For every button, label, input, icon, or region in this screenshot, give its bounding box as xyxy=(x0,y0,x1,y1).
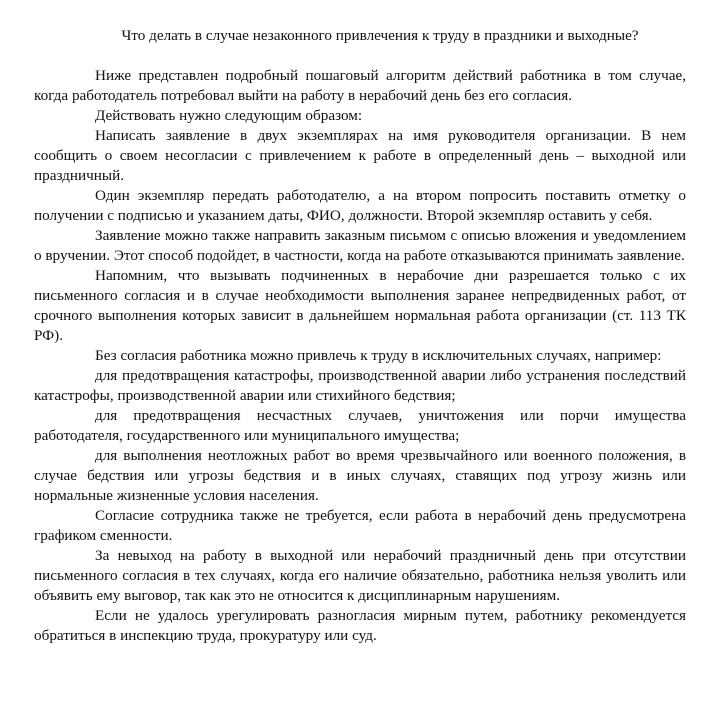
paragraph-write-statement: Написать заявление в двух экземплярах на имя руководителя организации. В нем сообщить о своем несогласии с привлечением к работе в определенный день – выходной или праздничный. xyxy=(34,127,686,184)
paragraph-registered-mail: Заявление можно также направить заказным письмом с описью вложения и уведомлением о вручении. Этот способ подойдет, в частности, когда на работе отказываются принимать заявление. xyxy=(34,227,686,264)
paragraph-intro: Ниже представлен подробный пошаговый алгоритм действий работника в том случае, когда работодатель потребовал выйти на работу в нерабочий день без его согласия. xyxy=(34,67,686,104)
paragraph-dispute-resolution: Если не удалось урегулировать разногласия мирным путем, работнику рекомендуется обратиться в инспекцию труда, прокуратуру или суд. xyxy=(34,607,686,644)
document-body xyxy=(34,66,686,646)
list-item-emergency: для выполнения неотложных работ во время чрезвычайного или военного положения, в случае бедствия или угрозы бедствия и в иных случаях, ставящих под угрозу жизнь или нормальные жизненные условия населения. xyxy=(34,447,686,504)
paragraph-shift-schedule: Согласие сотрудника также не требуется, если работа в нерабочий день предусмотрена графиком сменности. xyxy=(34,507,686,544)
list-item-catastrophe: для предотвращения катастрофы, производственной аварии либо устранения последствий катастрофы, производственной аварии или стихийного бедствия; xyxy=(34,367,686,404)
paragraph-no-dismissal: За невыход на работу в выходной или нерабочий праздничный день при отсутствии письменного согласия в тех случаях, когда его наличие обязательно, работника нельзя уволить или объявить ему выговор, так как это не относится к дисциплинарным нарушениям. xyxy=(34,547,686,604)
paragraph-exceptions-lead: Без согласия работника можно привлечь к труду в исключительных случаях, например: xyxy=(95,347,662,364)
document-title: Что делать в случае незаконного привлечения к труду в праздники и выходные? xyxy=(121,27,639,44)
paragraph-reminder-law: Напомним, что вызывать подчиненных в нерабочие дни разрешается только с их письменного согласия и в случае необходимости выполнения заранее непредвиденных работ, от срочного выполнения которых зависит в дальнейшем нормальная работа организации (ст. 113 ТК РФ). xyxy=(34,267,686,344)
list-item-accidents: для предотвращения несчастных случаев, уничтожения или порчи имущества работодателя, государственного или муниципального имущества; xyxy=(34,407,686,444)
paragraph-steps-lead: Действовать нужно следующим образом: xyxy=(95,107,363,124)
paragraph-copy-handover: Один экземпляр передать работодателю, а на втором попросить поставить отметку о получении с подписью и указанием даты, ФИО, должности. Второй экземпляр оставить у себя. xyxy=(34,187,686,224)
